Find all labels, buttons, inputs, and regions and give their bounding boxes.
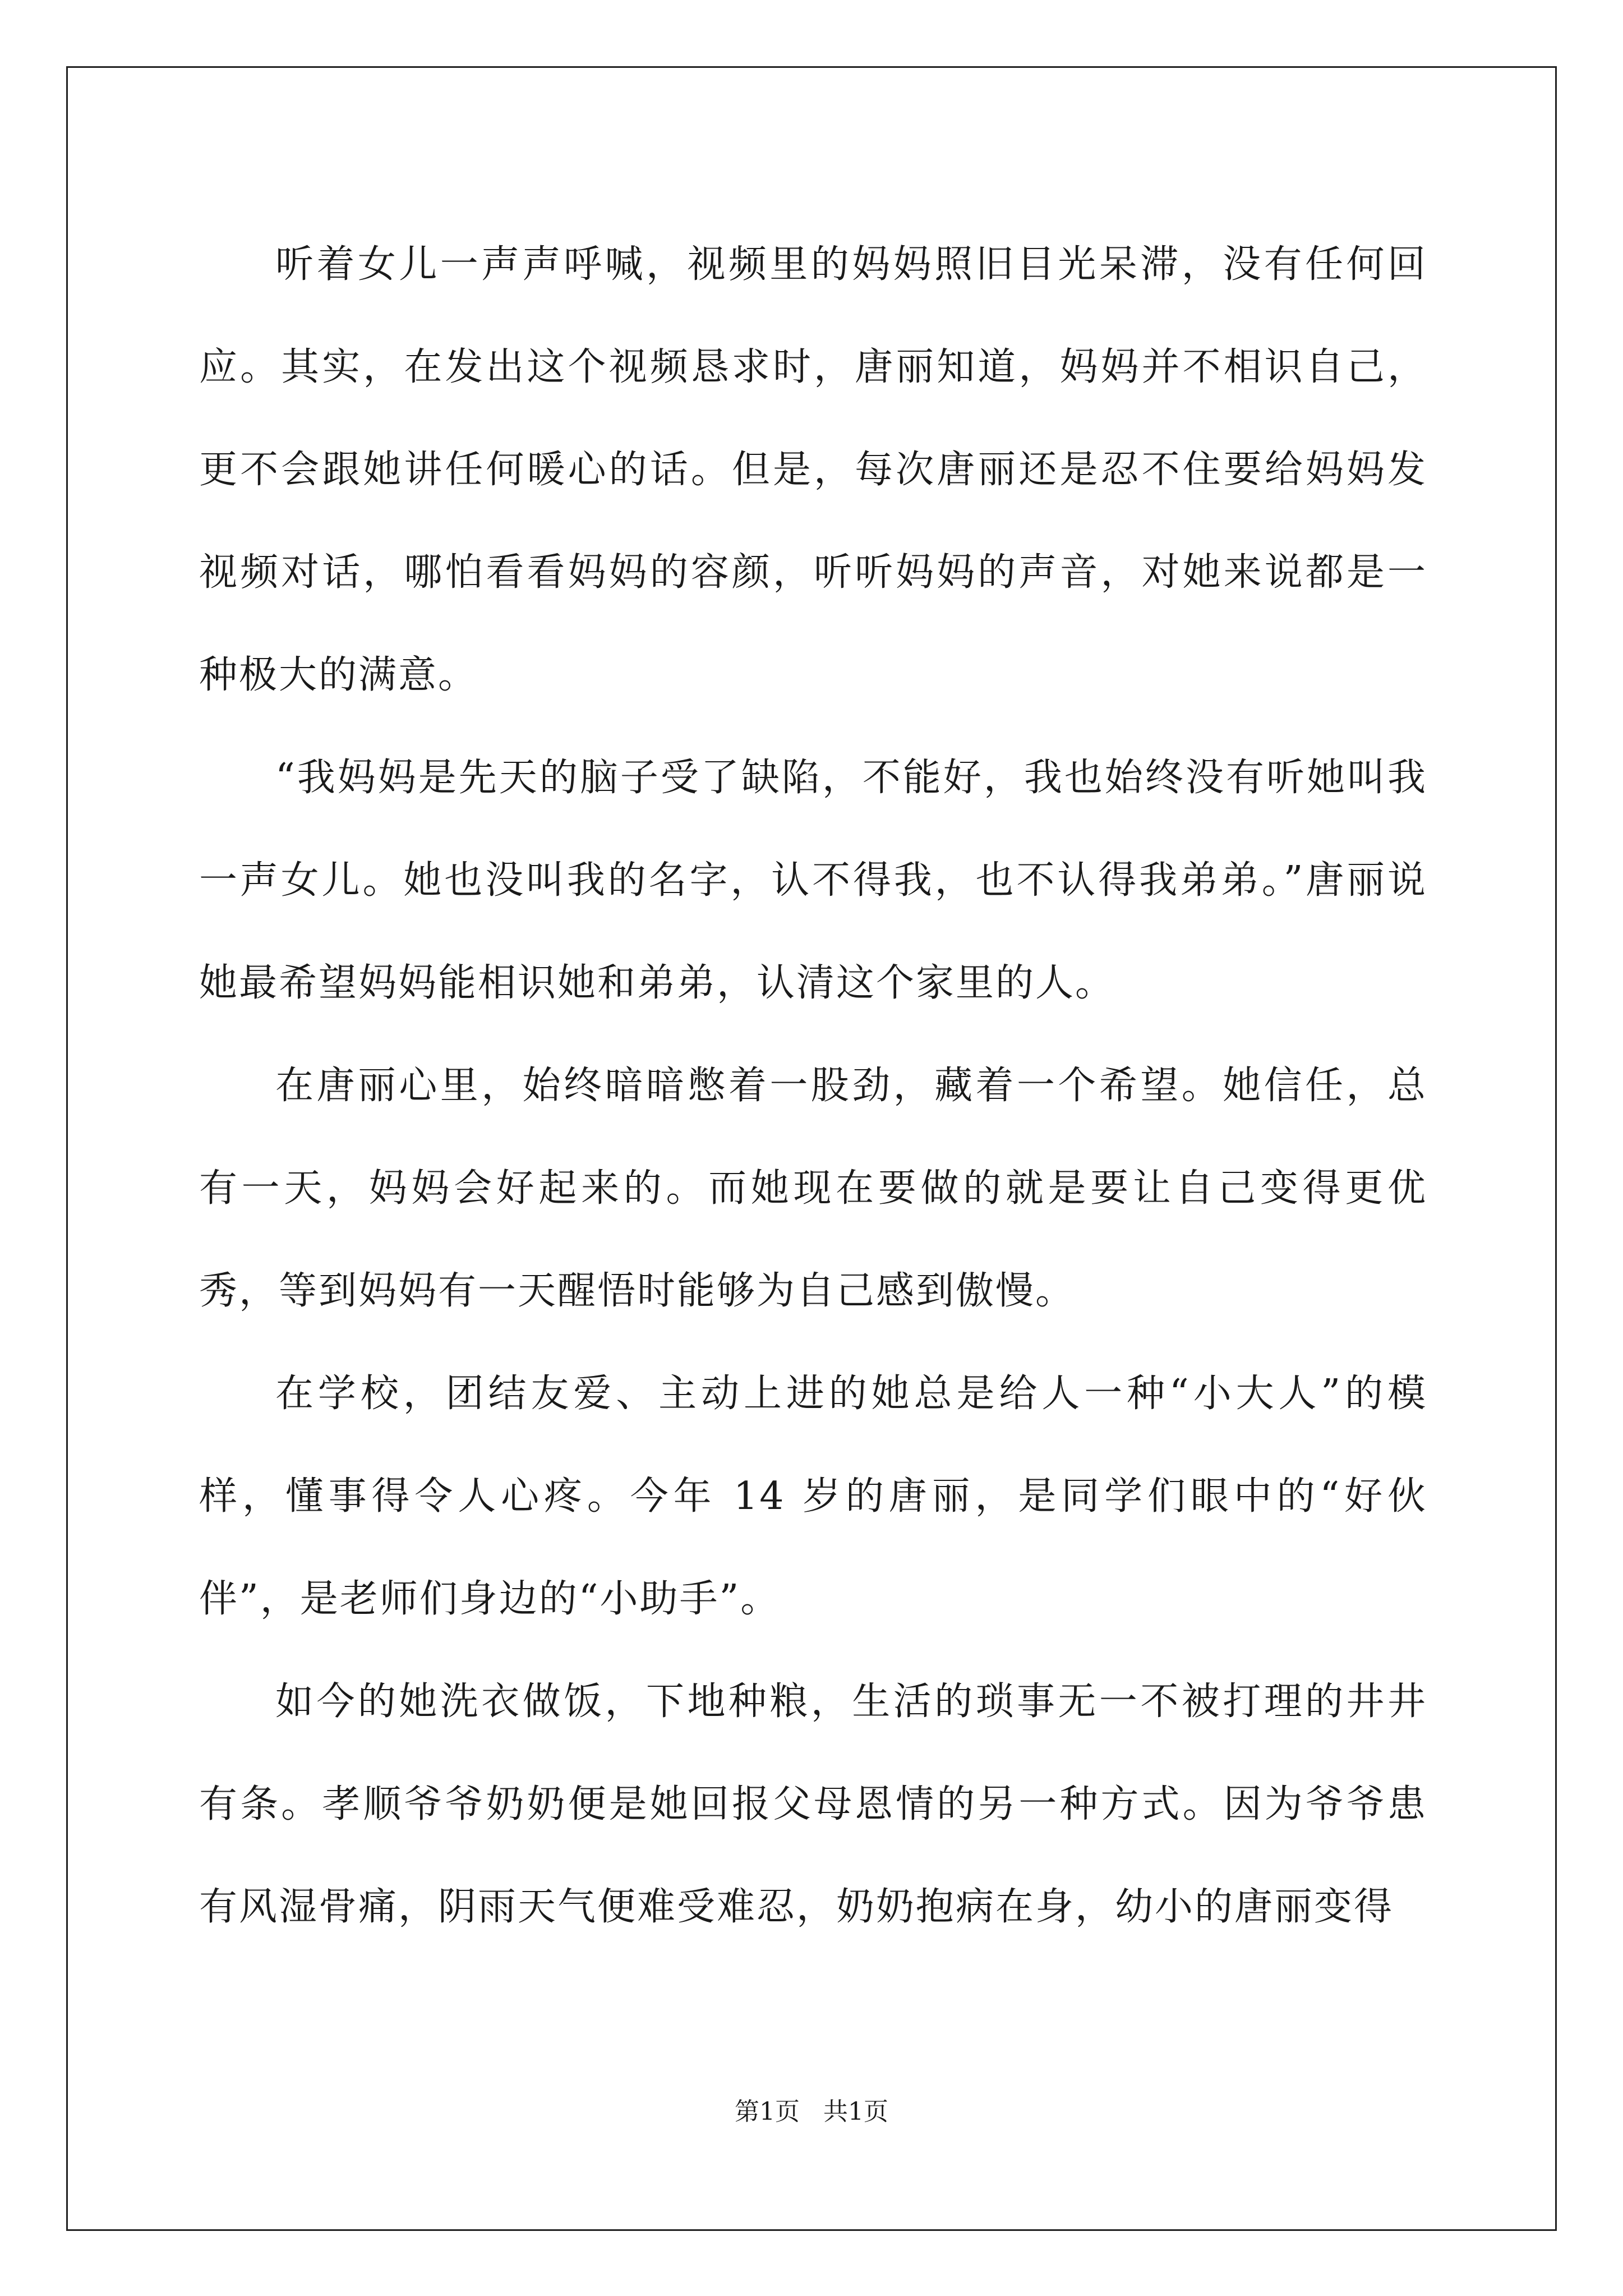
document-body	[199, 213, 1427, 1958]
paragraph: “我妈妈是先天的脑子受了缺陷，不能好，我也始终没有听她叫我一声女儿。她也没叫我的名字，认不得我，也不认得我弟弟。”唐丽说她最希望妈妈能相识她和弟弟，认清这个家里的人。	[199, 756, 1427, 1005]
paragraph: 在唐丽心里，始终暗暗憋着一股劲，藏着一个希望。她信任，总有一天，妈妈会好起来的。而她现在要做的就是要让自己变得更优秀，等到妈妈有一天醒悟时能够为自己感到傲慢。	[199, 1064, 1427, 1313]
page-footer	[0, 2095, 1623, 2129]
page-total: 共1页	[823, 2097, 888, 2126]
page-number: 第1页	[735, 2097, 800, 2126]
paragraph: 在学校，团结友爱、主动上进的她总是给人一种“小大人”的模样，懂事得令人心疼。今年 14 岁的唐丽，是同学们眼中的“好伙伴”，是老师们身边的“小助手”。	[199, 1372, 1427, 1621]
paragraph: 听着女儿一声声呼喊，视频里的妈妈照旧目光呆滞，没有任何回应。其实，在发出这个视频恳求时，唐丽知道，妈妈并不相识自己，更不会跟她讲任何暖心的话。但是，每次唐丽还是忍不住要给妈妈发视频对话，哪怕看看妈妈的容颜，听听妈妈的声音，对她来说都是一种极大的满意。	[199, 242, 1427, 697]
paragraph: 如今的她洗衣做饭，下地种粮，生活的琐事无一不被打理的井井有条。孝顺爷爷奶奶便是她回报父母恩情的另一种方式。因为爷爷患有风湿骨痛，阴雨天气便难受难忍，奶奶抱病在身，幼小的唐丽变得	[199, 1680, 1427, 1929]
